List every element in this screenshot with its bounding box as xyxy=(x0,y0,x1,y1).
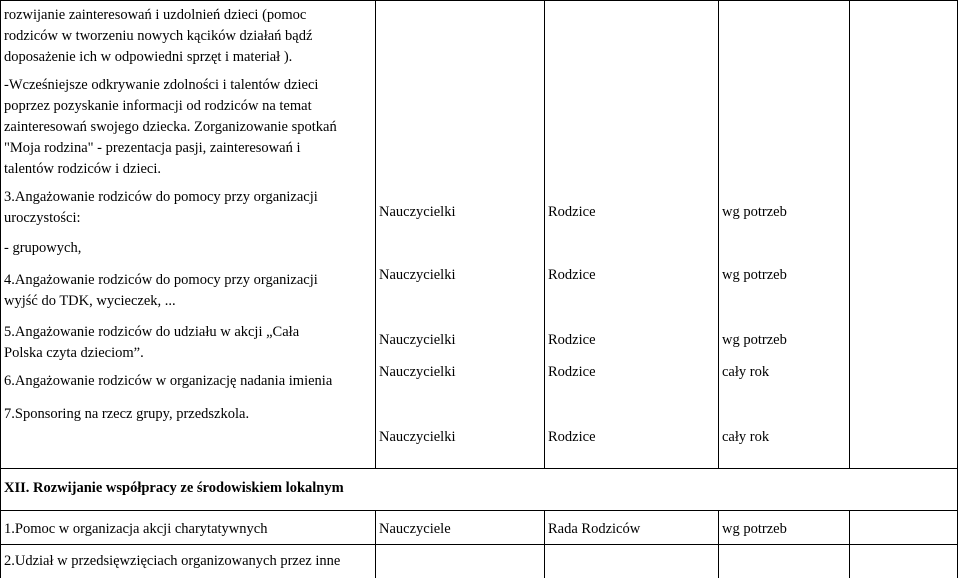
row-divider-1 xyxy=(0,544,958,545)
deadline-cell: wg potrzeb xyxy=(722,332,787,348)
column-divider-1 xyxy=(375,0,376,468)
activity-text-line: rodziców w tworzeniu nowych kącików działań bądź xyxy=(4,28,313,44)
partner-cell: Rodzice xyxy=(548,204,596,220)
activity-text-line: zainteresowań swojego dziecka. Zorganizowanie spotkań xyxy=(4,119,337,135)
responsible-cell: Nauczycielki xyxy=(379,332,456,348)
column-divider-4 xyxy=(849,0,850,468)
section-partner-1: Rada Rodziców xyxy=(548,521,641,537)
partner-cell: Rodzice xyxy=(548,332,596,348)
activity-item-7: 7.Sponsoring na rzecz grupy, przedszkola. xyxy=(4,406,250,422)
responsible-cell: Nauczycielki xyxy=(379,364,456,380)
table-border-top xyxy=(0,0,958,1)
responsible-cell: Nauczycielki xyxy=(379,267,456,283)
section-responsible-1: Nauczyciele xyxy=(379,521,451,537)
activity-item-3-sub: - grupowych, xyxy=(4,240,82,256)
deadline-cell: cały rok xyxy=(722,429,770,445)
activity-item-6: 6.Angażowanie rodziców w organizację nadania imienia xyxy=(4,373,333,389)
activity-item-3: 3.Angażowanie rodziców do pomocy przy organizacji xyxy=(4,189,318,205)
activity-text-line: "Moja rodzina" - prezentacja pasji, zainteresowań i xyxy=(4,140,301,156)
activity-item-4: 4.Angażowanie rodziców do pomocy przy organizacji xyxy=(4,272,318,288)
activity-text-line: doposażenie ich w odpowiedni sprzęt i materiał ). xyxy=(4,49,293,65)
section-deadline-1: wg potrzeb xyxy=(722,521,787,537)
column-divider-2 xyxy=(544,0,545,468)
activity-text-line: talentów rodziców i dzieci. xyxy=(4,161,162,177)
section-header-top xyxy=(0,468,958,469)
activity-item-5: 5.Angażowanie rodziców do udziału w akcji „Cała xyxy=(4,324,300,340)
partner-cell: Rodzice xyxy=(548,429,596,445)
activity-text-line: rozwijanie zainteresowań i uzdolnień dzieci (pomoc xyxy=(4,7,307,23)
section-task-2: 2.Udział w przedsięwzięciach organizowanych przez inne xyxy=(4,553,341,569)
activity-item-3: uroczystości: xyxy=(4,210,81,226)
activity-text-line: poprzez pozyskanie informacji od rodziców na temat xyxy=(4,98,312,114)
responsible-cell: Nauczycielki xyxy=(379,429,456,445)
section-title: XII. Rozwijanie współpracy ze środowiskiem lokalnym xyxy=(4,480,344,496)
section-task-1: 1.Pomoc w organizacja akcji charytatywnych xyxy=(4,521,268,537)
table-border-right xyxy=(957,0,958,578)
responsible-cell: Nauczycielki xyxy=(379,204,456,220)
deadline-cell: wg potrzeb xyxy=(722,267,787,283)
section-header-bottom xyxy=(0,510,958,511)
deadline-cell: cały rok xyxy=(722,364,770,380)
partner-cell: Rodzice xyxy=(548,364,596,380)
table-border-left xyxy=(0,0,1,578)
partner-cell: Rodzice xyxy=(548,267,596,283)
activity-text-line: -Wcześniejsze odkrywanie zdolności i talentów dzieci xyxy=(4,77,319,93)
deadline-cell: wg potrzeb xyxy=(722,204,787,220)
activity-item-4: wyjść do TDK, wycieczek, ... xyxy=(4,293,176,309)
column-divider-3 xyxy=(718,0,719,468)
activity-item-5: Polska czyta dzieciom”. xyxy=(4,345,144,361)
